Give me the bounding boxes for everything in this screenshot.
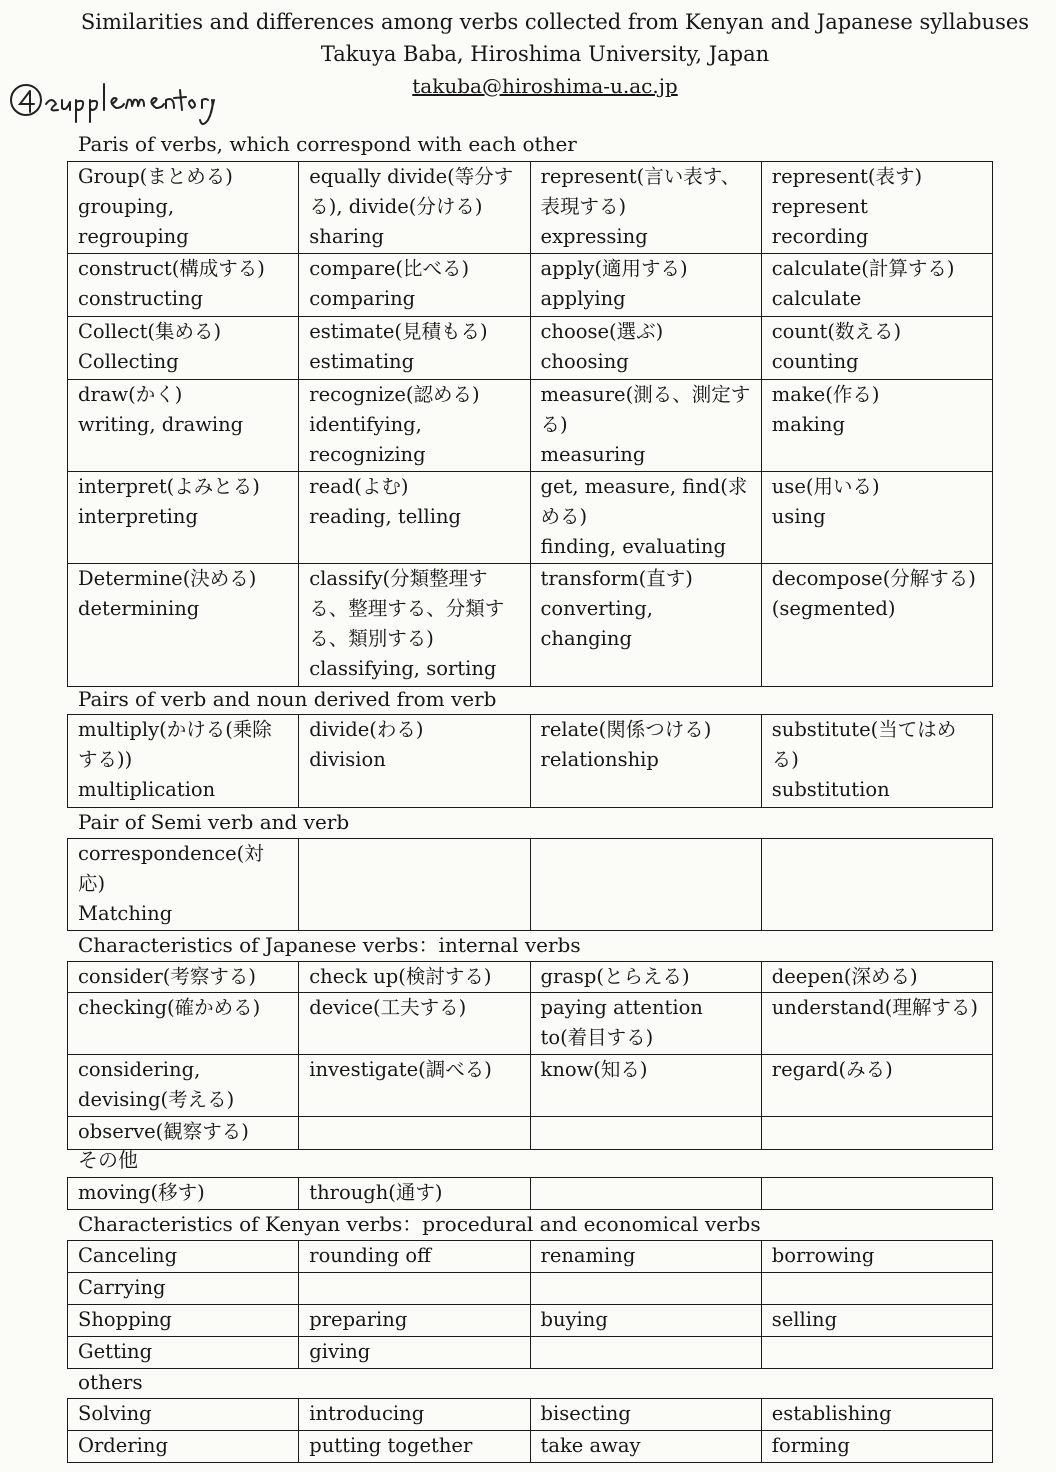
table-cell: preparing [299, 1305, 530, 1337]
document-title: Similarities and differences among verbs collected from Kenyan and Japanese syllabuses [80, 10, 1030, 34]
table-cell: consider(考察する) [68, 962, 299, 993]
table-cell: represent(表す) represent recording [761, 162, 992, 254]
table-row [68, 1055, 993, 1117]
section-heading: Characteristics of Japanese verbs：internal verbs [78, 933, 581, 957]
verb-table [67, 714, 993, 808]
table-row [68, 162, 993, 254]
handwritten-supplementary-graphic [6, 80, 221, 140]
verb-table [67, 1398, 993, 1463]
table-cell: substitute(当てはめる) substitution [761, 715, 992, 808]
table-cell [761, 839, 992, 931]
table-cell: putting together [299, 1431, 530, 1463]
table-cell: moving(移す) [68, 1178, 299, 1210]
table-cell: buying [530, 1305, 761, 1337]
table-cell: calculate(計算する) calculate [761, 254, 992, 317]
table-cell: draw(かく) writing, drawing [68, 380, 299, 472]
table-cell [530, 1117, 761, 1150]
table-cell: construct(構成する) constructing [68, 254, 299, 317]
table-cell: understand(理解する) [761, 993, 992, 1055]
table-cell: take away [530, 1431, 761, 1463]
table-cell: regard(みる) [761, 1055, 992, 1117]
verb-table [67, 1240, 993, 1369]
table-row [68, 1117, 993, 1150]
table-cell: deepen(深める) [761, 962, 992, 993]
author-email: takuba@hiroshima-u.ac.jp [412, 74, 678, 98]
table-cell: correspondence(対応) Matching [68, 839, 299, 931]
table-cell: rounding off [299, 1241, 530, 1273]
table-row [68, 1305, 993, 1337]
table-row [68, 839, 993, 931]
table-cell: get, measure, find(求める) finding, evaluating [530, 472, 761, 564]
table-cell [761, 1117, 992, 1150]
table-cell: bisecting [530, 1399, 761, 1431]
section-heading: Paris of verbs, which correspond with each other [78, 132, 577, 156]
table-row [68, 993, 993, 1055]
table-row [68, 1178, 993, 1210]
table-cell: borrowing [761, 1241, 992, 1273]
table-cell [530, 1337, 761, 1369]
verb-table [67, 161, 993, 687]
table-cell: Solving [68, 1399, 299, 1431]
section-heading: others [78, 1370, 143, 1394]
table-cell: represent(言い表す、表現する) expressing [530, 162, 761, 254]
table-cell: considering, devising(考える) [68, 1055, 299, 1117]
table-cell [530, 1273, 761, 1305]
table-row [68, 317, 993, 380]
author-line: Takuya Baba, Hiroshima University, Japan [320, 42, 770, 66]
table-cell: transform(直す) converting, changing [530, 564, 761, 687]
table-cell: relate(関係つける) relationship [530, 715, 761, 808]
table-cell: count(数える) counting [761, 317, 992, 380]
table-row [68, 1431, 993, 1463]
table-cell: make(作る) making [761, 380, 992, 472]
table-cell: equally divide(等分する), divide(分ける) sharing [299, 162, 530, 254]
table-cell: classify(分類整理する、整理する、分類する、類別する) classifying, sorting [299, 564, 530, 687]
table-cell: multiply(かける(乗除する)) multiplication [68, 715, 299, 808]
table-row [68, 1241, 993, 1273]
table-row [68, 380, 993, 472]
table-cell: renaming [530, 1241, 761, 1273]
table-cell: device(工夫する) [299, 993, 530, 1055]
table-row [68, 1399, 993, 1431]
table-cell: through(通す) [299, 1178, 530, 1210]
section-heading: Pairs of verb and noun derived from verb [78, 687, 497, 711]
table-row [68, 472, 993, 564]
table-row [68, 564, 993, 687]
table-cell: introducing [299, 1399, 530, 1431]
table-cell: measure(測る、測定する) measuring [530, 380, 761, 472]
table-cell: decompose(分解する) (segmented) [761, 564, 992, 687]
table-cell: estimate(見積もる) estimating [299, 317, 530, 380]
table-cell: choose(選ぶ) choosing [530, 317, 761, 380]
table-cell: interpret(よみとる) interpreting [68, 472, 299, 564]
table-row [68, 1337, 993, 1369]
verb-table [67, 838, 993, 931]
table-cell: giving [299, 1337, 530, 1369]
table-cell: Group(まとめる) grouping, regrouping [68, 162, 299, 254]
table-row [68, 962, 993, 993]
section-heading: Pair of Semi verb and verb [78, 810, 350, 834]
table-cell: forming [761, 1431, 992, 1463]
table-cell: Getting [68, 1337, 299, 1369]
table-cell: divide(わる) division [299, 715, 530, 808]
table-cell: Shopping [68, 1305, 299, 1337]
table-cell: checking(確かめる) [68, 993, 299, 1055]
table-cell: grasp(とらえる) [530, 962, 761, 993]
table-cell [761, 1273, 992, 1305]
section-heading: Characteristics of Kenyan verbs：procedural and economical verbs [78, 1212, 761, 1236]
table-cell: check up(検討する) [299, 962, 530, 993]
table-cell: Collect(集める) Collecting [68, 317, 299, 380]
table-cell: investigate(調べる) [299, 1055, 530, 1117]
table-cell: know(知る) [530, 1055, 761, 1117]
table-cell: paying attention to(着目する) [530, 993, 761, 1055]
table-cell: Determine(決める) determining [68, 564, 299, 687]
table-cell [299, 1117, 530, 1150]
verb-table [67, 961, 993, 1150]
table-cell [299, 839, 530, 931]
table-cell [761, 1178, 992, 1210]
table-cell: selling [761, 1305, 992, 1337]
table-row [68, 715, 993, 808]
table-cell: recognize(認める) identifying, recognizing [299, 380, 530, 472]
table-cell: Ordering [68, 1431, 299, 1463]
table-cell [761, 1337, 992, 1369]
section-heading: その他 [78, 1148, 138, 1172]
table-cell [530, 839, 761, 931]
table-cell: Canceling [68, 1241, 299, 1273]
table-cell: Carrying [68, 1273, 299, 1305]
handwritten-note [6, 80, 221, 140]
table-cell: observe(観察する) [68, 1117, 299, 1150]
verb-table [67, 1177, 993, 1210]
table-cell: apply(適用する) applying [530, 254, 761, 317]
table-row [68, 1273, 993, 1305]
table-cell: use(用いる) using [761, 472, 992, 564]
table-cell: establishing [761, 1399, 992, 1431]
table-cell: compare(比べる) comparing [299, 254, 530, 317]
table-cell: read(よむ) reading, telling [299, 472, 530, 564]
table-row [68, 254, 993, 317]
table-cell [530, 1178, 761, 1210]
table-cell [299, 1273, 530, 1305]
